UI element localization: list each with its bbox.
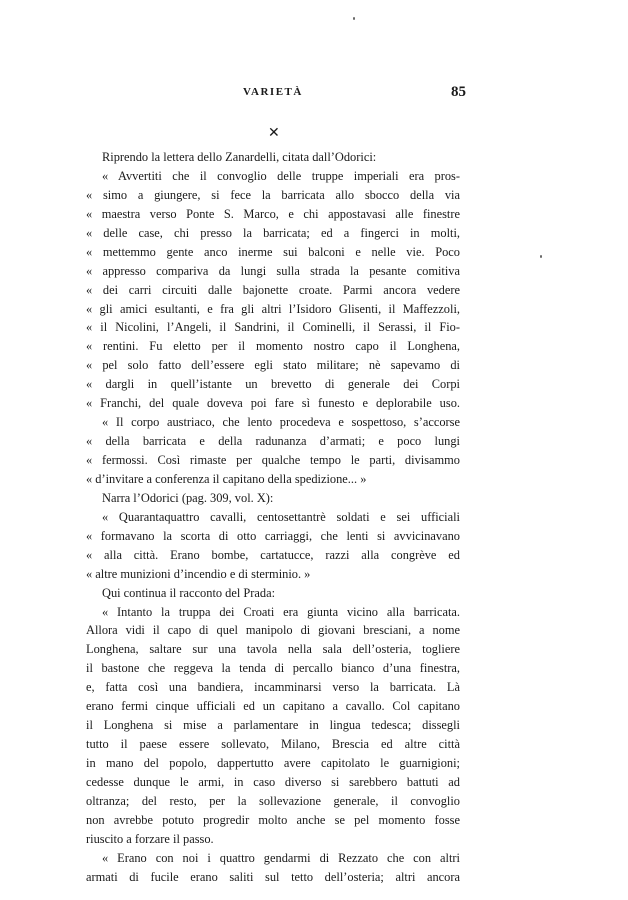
text-line: « simo a giungere, si fece la barricata allo sbocco della via: [86, 187, 460, 202]
text-line: « alla città. Erano bombe, cartatucce, razzi alla congrève ed: [86, 547, 460, 562]
text-line: « altre munizioni d’incendio e di sterminio. »: [86, 566, 311, 581]
text-line: « il Nicolini, l’Angeli, il Sandrini, il Cominelli, il Serassi, il Fio-: [86, 320, 460, 335]
text-line: « rentini. Fu eletto per il momento nostro capo il Longhena,: [86, 339, 460, 354]
text-line: « d’invitare a conferenza il capitano della spedizione... »: [86, 471, 367, 486]
text-line: « Avvertiti che il convoglio delle truppe imperiali era pros-: [102, 168, 460, 183]
text-line: « dei carri circuiti dalle bajonette croate. Parmi ancora vedere: [86, 282, 460, 297]
text-line: Allora vidi il capo di quel manipolo di giovani bresciani, a nome: [86, 623, 460, 638]
text-line: « Intanto la truppa dei Croati era giunta vicino alla barricata.: [102, 604, 460, 619]
paper-speck: [540, 255, 542, 258]
text-line: « maestra verso Ponte S. Marco, e chi appostavasi alle finestre: [86, 206, 460, 221]
text-line: Longhena, saltare sur una tavola nella sala dell’osteria, togliere: [86, 642, 460, 657]
text-line: « fermossi. Così rimaste per qualche tempo le parti, divisammo: [86, 453, 460, 467]
text-line: « gli amici esultanti, e fra gli altri l’Isidoro Glisenti, il Maffezzoli,: [86, 301, 460, 316]
text-line: erano fermi cinque ufficiali ed un capitano a cavallo. Col capitano: [86, 699, 460, 714]
text-line: « Erano con noi i quattro gendarmi di Rezzato che con altri: [102, 850, 460, 865]
body-text: [86, 148, 460, 887]
text-line: « della barricata e della radunanza d’armati; e poco lungi: [86, 434, 460, 449]
text-line: il bastone che reggeva la tenda di percallo bianco d’una finestra,: [86, 661, 460, 676]
text-line: e, fatta così una bandiera, incamminarsi verso la barricata. Là: [86, 680, 460, 695]
text-line: « Il corpo austriaco, che lento procedeva e sospettoso, s’accorse: [102, 415, 460, 430]
paper-speck: [353, 17, 355, 20]
text-line: in mano del popolo, dappertutto avere capitolato le guarnigioni;: [86, 756, 460, 770]
text-line: « appresso compariva da lungi sulla strada la pesante comitiva: [86, 263, 460, 278]
text-line: non avrebbe potuto progredir molto anche se pel momento fosse: [86, 812, 460, 827]
text-line: « formavano la scorta di otto carriaggi, che lenti si avvicinavano: [86, 528, 460, 543]
text-line: « mettemmo gente anco inerme sui balconi e nelle vie. Poco: [86, 244, 460, 259]
text-line: il Longhena si mise a parlamentare in lingua tedesca; dissegli: [86, 718, 460, 733]
running-title: VARIETÀ: [243, 86, 303, 98]
text-line: « Franchi, del quale doveva poi fare sì funesto e deplorabile uso.: [86, 396, 460, 411]
text-line: Qui continua il racconto del Prada:: [102, 585, 276, 600]
text-line: « dargli in quell’istante un brevetto di generale dei Corpi: [86, 377, 460, 392]
text-line: tutto il paese essere sollevato, Milano, Brescia ed altre città: [86, 737, 460, 752]
text-line: « Quarantaquattro cavalli, centosettantrè soldati e sei ufficiali: [102, 509, 460, 524]
page-number: 85: [451, 84, 466, 100]
text-line: « pel solo fatto dell’essere egli stato militare; nè sapevamo di: [86, 358, 460, 373]
text-line: armati di fucile erano saliti sul tetto dell’osteria; altri ancora: [86, 869, 460, 884]
text-line: riuscito a forzare il passo.: [86, 831, 214, 846]
text-line: « delle case, chi presso la barricata; ed a fingerci in molti,: [86, 225, 460, 240]
section-ornament: ✕: [268, 126, 280, 141]
text-line: oltranza; del resto, per la sollevazione generale, il convoglio: [86, 793, 460, 808]
text-line: cedesse dunque le armi, in caso diverso si sarebbero battuti ad: [86, 774, 460, 789]
text-line: Narra l’Odorici (pag. 309, vol. X):: [102, 490, 274, 505]
text-line: Riprendo la lettera dello Zanardelli, citata dall’Odorici:: [102, 150, 377, 164]
